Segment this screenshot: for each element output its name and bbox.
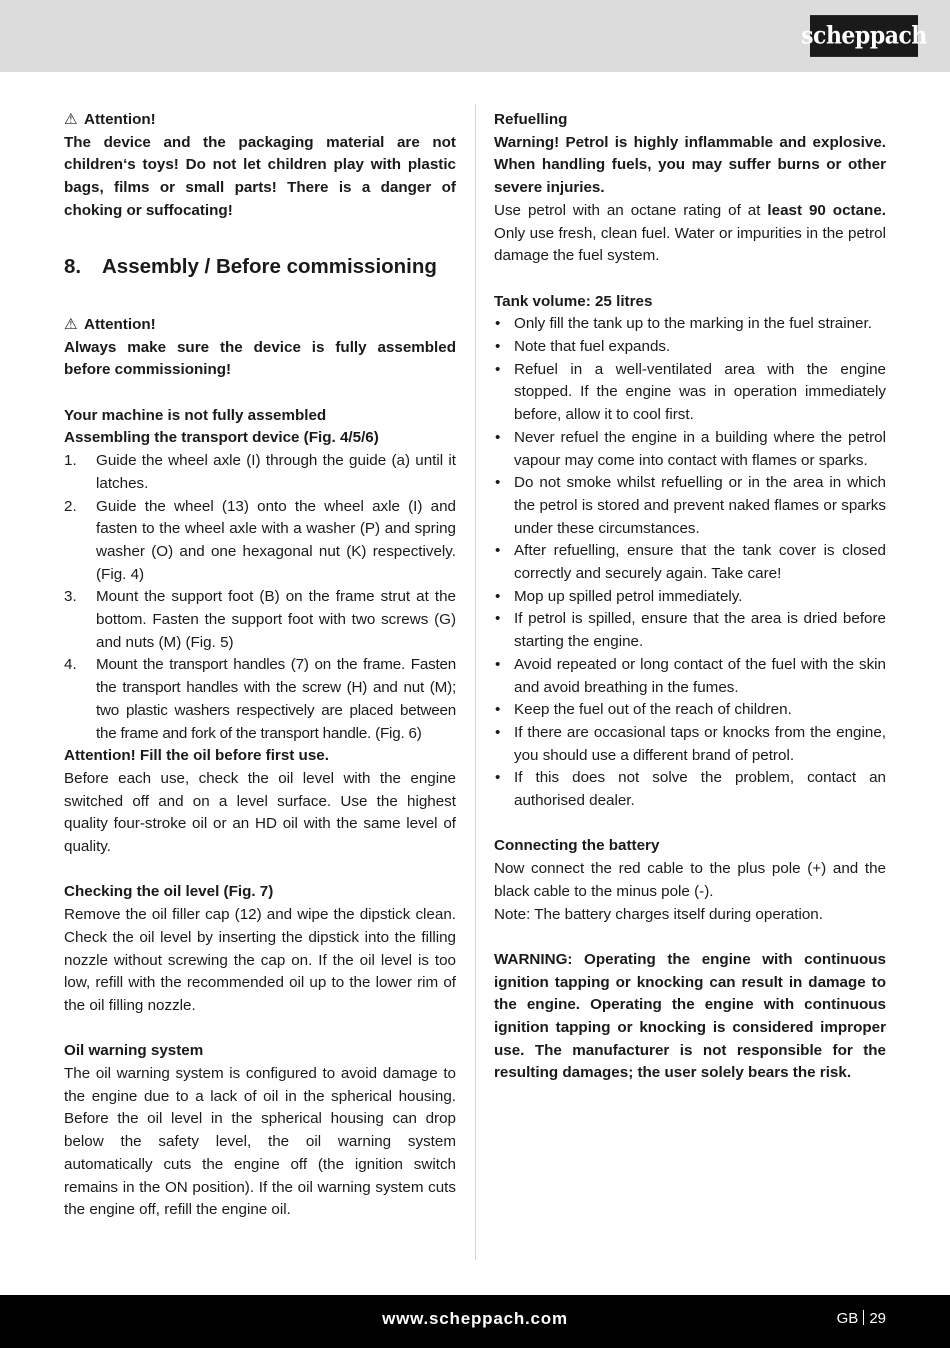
column-divider	[475, 104, 476, 1260]
attention-heading: ⚠ Attention!	[64, 314, 456, 337]
scheppach-logo: scheppach	[810, 15, 918, 57]
right-column	[494, 109, 886, 1085]
section-title: Assembly / Before commissioning	[102, 255, 437, 279]
warning-triangle-icon: ⚠	[64, 315, 78, 333]
list-item: • If there are occasional taps or knocks from the engine, you should use a different brand of petrol.	[494, 722, 886, 767]
left-column	[64, 109, 456, 1222]
list-item: • Refuel in a well-ventilated area with the engine stopped. If the engine was in operation immediately before, allow it to cool first.	[494, 359, 886, 427]
page-header	[0, 0, 950, 72]
assembly-steps	[64, 450, 456, 745]
bullet-icon: •	[495, 428, 501, 446]
page-number: GB 29	[836, 1310, 886, 1327]
subheading: Oil warning system	[64, 1042, 204, 1060]
list-item: • Do not smoke whilst refuelling or in the area in which the petrol is stored and prevent naked flames or sparks under these circumstances.	[494, 472, 886, 540]
warning-triangle-icon: ⚠	[64, 111, 78, 128]
bullet-icon: •	[495, 723, 501, 741]
subheading: Refuelling	[494, 111, 568, 128]
subheading: Checking the oil level (Fig. 7)	[64, 883, 274, 901]
list-item: 2. Guide the wheel (13) onto the wheel axle (I) and fasten to the wheel axle with a washer (P) and spring washer (O) and one hexagonal nut (K) respectively. (Fig. 4)	[64, 497, 456, 583]
paragraph: Before each use, check the oil level with the engine switched off and on a level surface. Use the highest quality four-stroke oil or an HD oil with the same level of quality.	[64, 769, 456, 856]
list-item: • Keep the fuel out of the reach of children.	[494, 699, 886, 722]
refuelling-bullets	[494, 313, 886, 812]
paragraph: The oil warning system is configured to avoid damage to the engine due to a lack of oil in the spherical housing. Before the oil level in the spherical housing can drop below the safety level, the oil warning system automatically cuts the engine off (the ignition switch remains in the ON position). If the oil warning system cuts the engine off, refill the engine oil.	[64, 1065, 456, 1219]
subheading: Attention! Fill the oil before first use.	[64, 747, 329, 765]
list-item: • Mop up spilled petrol immediately.	[494, 586, 886, 609]
subheading: Assembling the transport device (Fig. 4/5/6)	[64, 429, 379, 447]
subheading: Your machine is not fully assembled	[64, 406, 327, 424]
list-item: 4. Mount the transport handles (7) on the frame. Fasten the transport handles with the screw (H) and nut (M); two plastic washers respectively are placed between the frame and fork of the transport handle. (Fig. 6)	[64, 656, 456, 742]
paragraph: Remove the oil filler cap (12) and wipe the dipstick clean. Check the oil level by inserting the dipstick into the filling nozzle without screwing the cap on. If the oil level is too low, refill with the recommended oil up to the lower rim of the oil filling nozzle.	[64, 906, 456, 1014]
attention-text: Always make sure the device is fully assembled before commissioning!	[64, 338, 456, 379]
list-item: 1. Guide the wheel axle (I) through the guide (a) until it latches.	[64, 452, 456, 492]
bullet-icon: •	[495, 360, 501, 378]
list-item: • After refuelling, ensure that the tank cover is closed correctly and securely again. Take care!	[494, 540, 886, 585]
website-link[interactable]: www.scheppach.com	[382, 1309, 568, 1328]
bullet-icon: •	[495, 338, 501, 356]
bullet-icon: •	[495, 655, 501, 673]
paragraph: Now connect the red cable to the plus pole (+) and the black cable to the minus pole (-).	[494, 860, 886, 900]
list-item: • If this does not solve the problem, contact an authorised dealer.	[494, 767, 886, 812]
paragraph: Use petrol with an octane rating of at least 90 octane. Only use fresh, clean fuel. Water or impurities in the petrol damage the fuel system.	[494, 201, 886, 265]
bullet-icon: •	[495, 315, 501, 333]
attention-heading: ⚠ Attention!	[64, 109, 456, 132]
page-footer	[0, 1295, 950, 1348]
list-item: • Only fill the tank up to the marking in the fuel strainer.	[494, 313, 886, 336]
subheading: Tank volume: 25 litres	[494, 292, 653, 310]
bullet-icon: •	[495, 587, 501, 605]
section-number: 8.	[64, 255, 82, 279]
warning-text: WARNING: Operating the engine with continuous ignition tapping or knocking can result in damage to the engine. Operating the engine with continuous ignition tapping or knocking is considered improper use. The manufacturer is not responsible for the resulting damages; the user solely bears the risk.	[494, 950, 886, 1082]
divider	[863, 1310, 864, 1325]
subheading: Connecting the battery	[494, 837, 660, 855]
list-item: • Avoid repeated or long contact of the fuel with the skin and avoid breathing in the fumes.	[494, 654, 886, 699]
list-item: • Note that fuel expands.	[494, 336, 886, 359]
bullet-icon: •	[495, 610, 501, 628]
warning-text: Warning! Petrol is highly inflammable and explosive. When handling fuels, you may suffer burns or other severe injuries.	[494, 133, 886, 197]
section-heading	[64, 254, 456, 280]
list-item: • If petrol is spilled, ensure that the area is dried before starting the engine.	[494, 608, 886, 653]
bullet-icon: •	[495, 542, 501, 560]
list-item: 3. Mount the support foot (B) on the frame strut at the bottom. Fasten the support foot with two screws (G) and nuts (M) (Fig. 5)	[64, 588, 456, 651]
list-item: • Never refuel the engine in a building where the petrol vapour may come into contact with flames or sparks.	[494, 427, 886, 472]
paragraph: Note: The battery charges itself during operation.	[494, 905, 823, 923]
bullet-icon: •	[495, 769, 501, 787]
bullet-icon: •	[495, 701, 501, 719]
attention-text: The device and the packaging material are not children‘s toys! Do not let children play with plastic bags, films or small parts! There is a danger of choking or suffocating!	[64, 133, 456, 219]
bullet-icon: •	[495, 474, 501, 492]
